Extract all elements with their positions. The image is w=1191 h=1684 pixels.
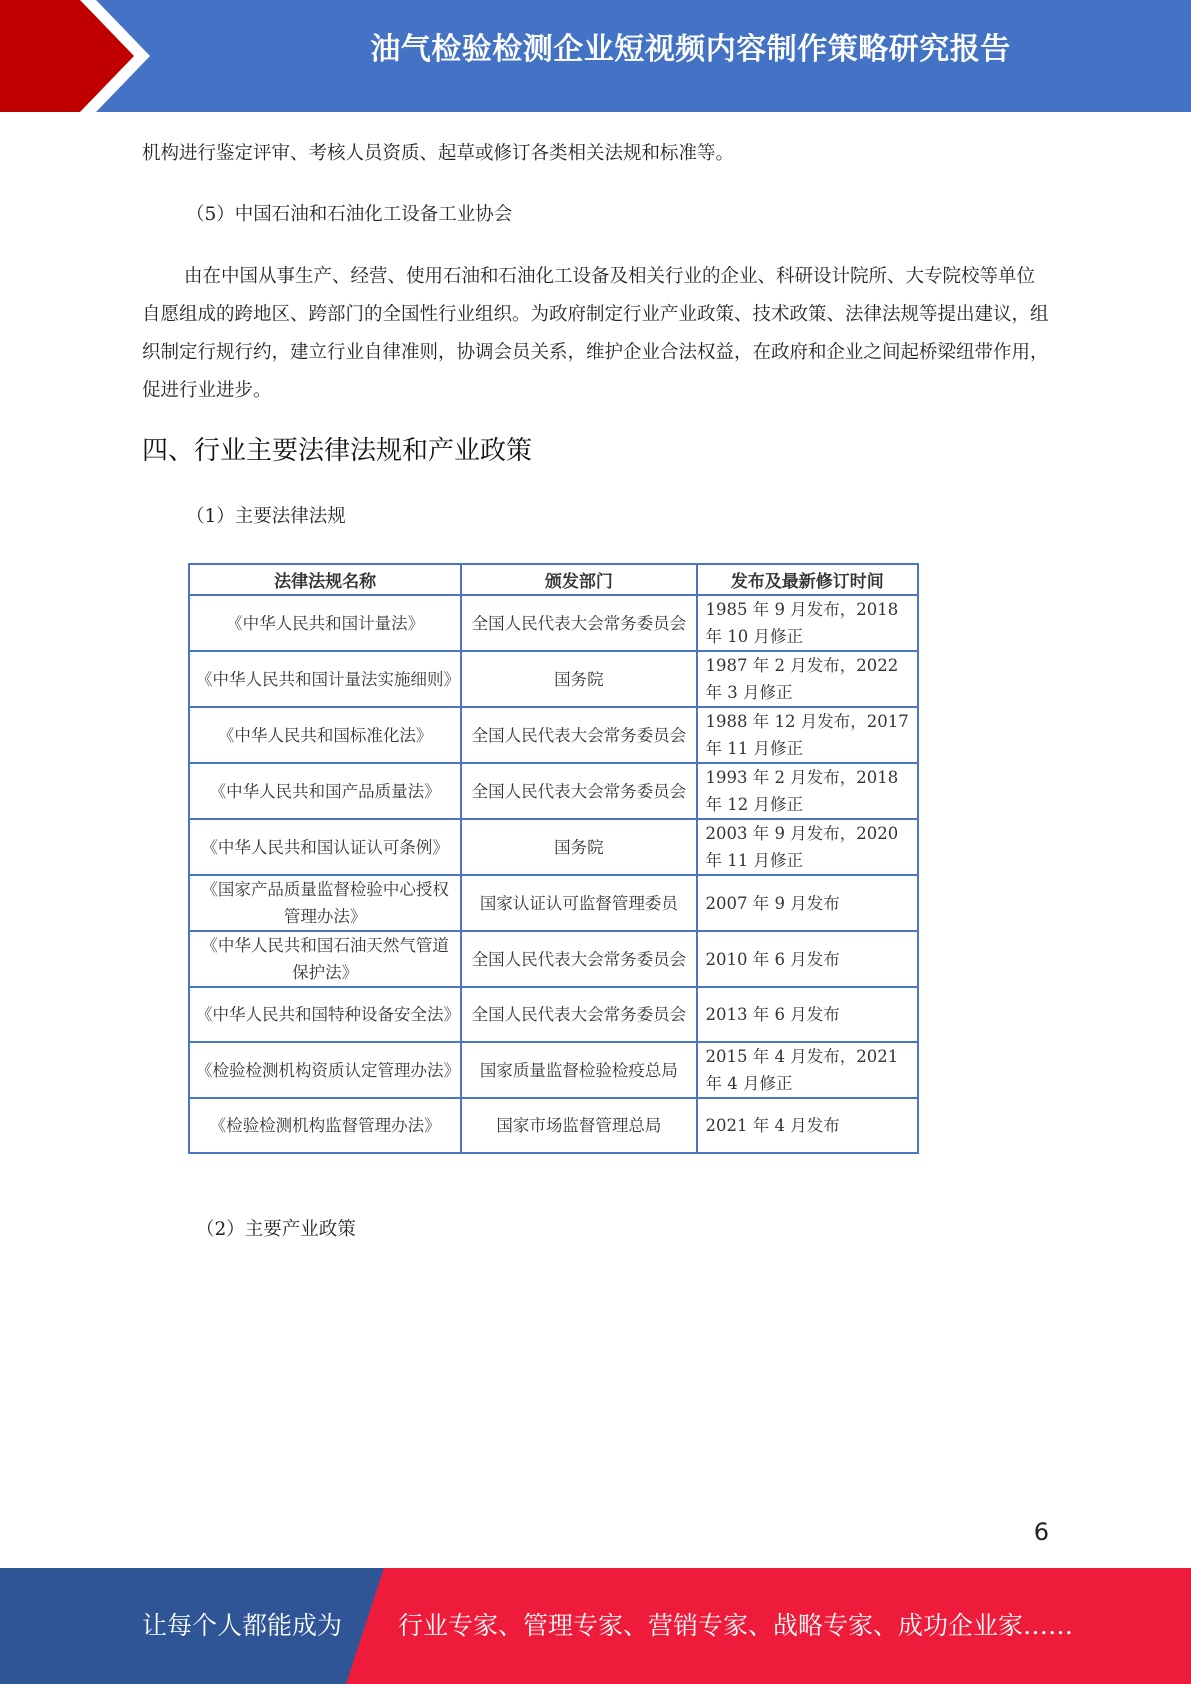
page-footer xyxy=(0,1568,1191,1684)
column-header-date: 发布及最新修订时间 xyxy=(697,564,918,595)
page-number: 6 xyxy=(1033,1518,1049,1546)
date-cell: 2007 年 9 月发布 xyxy=(697,875,918,931)
table-row xyxy=(189,987,918,1042)
law-name-cell: 《检验检测机构资质认定管理办法》 xyxy=(189,1042,461,1098)
laws-table xyxy=(188,563,919,1154)
department-cell: 全国人民代表大会常务委员会 xyxy=(461,931,696,987)
date-cell: 2010 年 6 月发布 xyxy=(697,931,918,987)
law-name-cell: 《中华人民共和国特种设备安全法》 xyxy=(189,987,461,1042)
department-cell: 国务院 xyxy=(461,819,696,875)
date-cell: 2015 年 4 月发布，2021 年 4 月修正 xyxy=(697,1042,918,1098)
date-cell: 1985 年 9 月发布，2018 年 10 月修正 xyxy=(697,595,918,651)
law-name-cell: 《国家产品质量监督检验中心授权管理办法》 xyxy=(189,875,461,931)
law-name-cell: 《中华人民共和国计量法》 xyxy=(189,595,461,651)
department-cell: 全国人民代表大会常务委员会 xyxy=(461,763,696,819)
table-row xyxy=(189,875,918,931)
department-cell: 全国人民代表大会常务委员会 xyxy=(461,595,696,651)
department-cell: 国家质量监督检验检疫总局 xyxy=(461,1042,696,1098)
date-cell: 2003 年 9 月发布，2020 年 11 月修正 xyxy=(697,819,918,875)
table-row xyxy=(189,819,918,875)
report-title: 油气检验检测企业短视频内容制作策略研究报告 xyxy=(370,32,1011,67)
department-cell: 国家市场监督管理总局 xyxy=(461,1098,696,1153)
section-heading: 四、行业主要法律法规和产业政策 xyxy=(142,436,533,466)
column-header-department: 颁发部门 xyxy=(461,564,696,595)
sub-heading-laws: （1）主要法律法规 xyxy=(186,506,346,527)
footer-slogan-left: 让每个人都能成为 xyxy=(142,1611,343,1640)
continuation-text: 机构进行鉴定评审、考核人员资质、起草或修订各类相关法规和标准等。 xyxy=(142,143,735,164)
date-cell: 1988 年 12 月发布，2017 年 11 月修正 xyxy=(697,707,918,763)
department-cell: 国务院 xyxy=(461,651,696,707)
law-name-cell: 《中华人民共和国认证认可条例》 xyxy=(189,819,461,875)
law-name-cell: 《中华人民共和国石油天然气管道保护法》 xyxy=(189,931,461,987)
column-header-law-name: 法律法规名称 xyxy=(189,564,461,595)
department-cell: 全国人民代表大会常务委员会 xyxy=(461,987,696,1042)
date-cell: 2013 年 6 月发布 xyxy=(697,987,918,1042)
law-name-cell: 《检验检测机构监督管理办法》 xyxy=(189,1098,461,1153)
law-name-cell: 《中华人民共和国标准化法》 xyxy=(189,707,461,763)
law-name-cell: 《中华人民共和国计量法实施细则》 xyxy=(189,651,461,707)
table-row xyxy=(189,1098,918,1153)
item5-paragraph: 由在中国从事生产、经营、使用石油和石油化工设备及相关行业的企业、科研设计院所、大专院校等单位自愿组成的跨地区、跨部门的全国性行业组织。为政府制定行业产业政策、技术政策、法律法规等提出建议，组织制定行规行约，建立行业自律准则，协调会员关系，维护企业合法权益，在政府和企业之间起桥梁纽带作用，促进行业进步。 xyxy=(142,266,1049,401)
page-header xyxy=(0,0,1191,112)
date-cell: 1987 年 2 月发布，2022 年 3 月修正 xyxy=(697,651,918,707)
table-row xyxy=(189,651,918,707)
table-header-row xyxy=(189,564,918,595)
date-cell: 2021 年 4 月发布 xyxy=(697,1098,918,1153)
table-row xyxy=(189,595,918,651)
table-row xyxy=(189,1042,918,1098)
table-row xyxy=(189,707,918,763)
table-row xyxy=(189,931,918,987)
department-cell: 国家认证认可监督管理委员 xyxy=(461,875,696,931)
date-cell: 1993 年 2 月发布，2018 年 12 月修正 xyxy=(697,763,918,819)
item5-heading: （5）中国石油和石油化工设备工业协会 xyxy=(186,204,513,225)
law-name-cell: 《中华人民共和国产品质量法》 xyxy=(189,763,461,819)
footer-slogan-right: 行业专家、管理专家、营销专家、战略专家、成功企业家…… xyxy=(398,1611,1074,1640)
department-cell: 全国人民代表大会常务委员会 xyxy=(461,707,696,763)
header-chevron-decoration xyxy=(0,0,160,112)
sub-heading-policies: （2）主要产业政策 xyxy=(196,1219,356,1240)
table-row xyxy=(189,763,918,819)
